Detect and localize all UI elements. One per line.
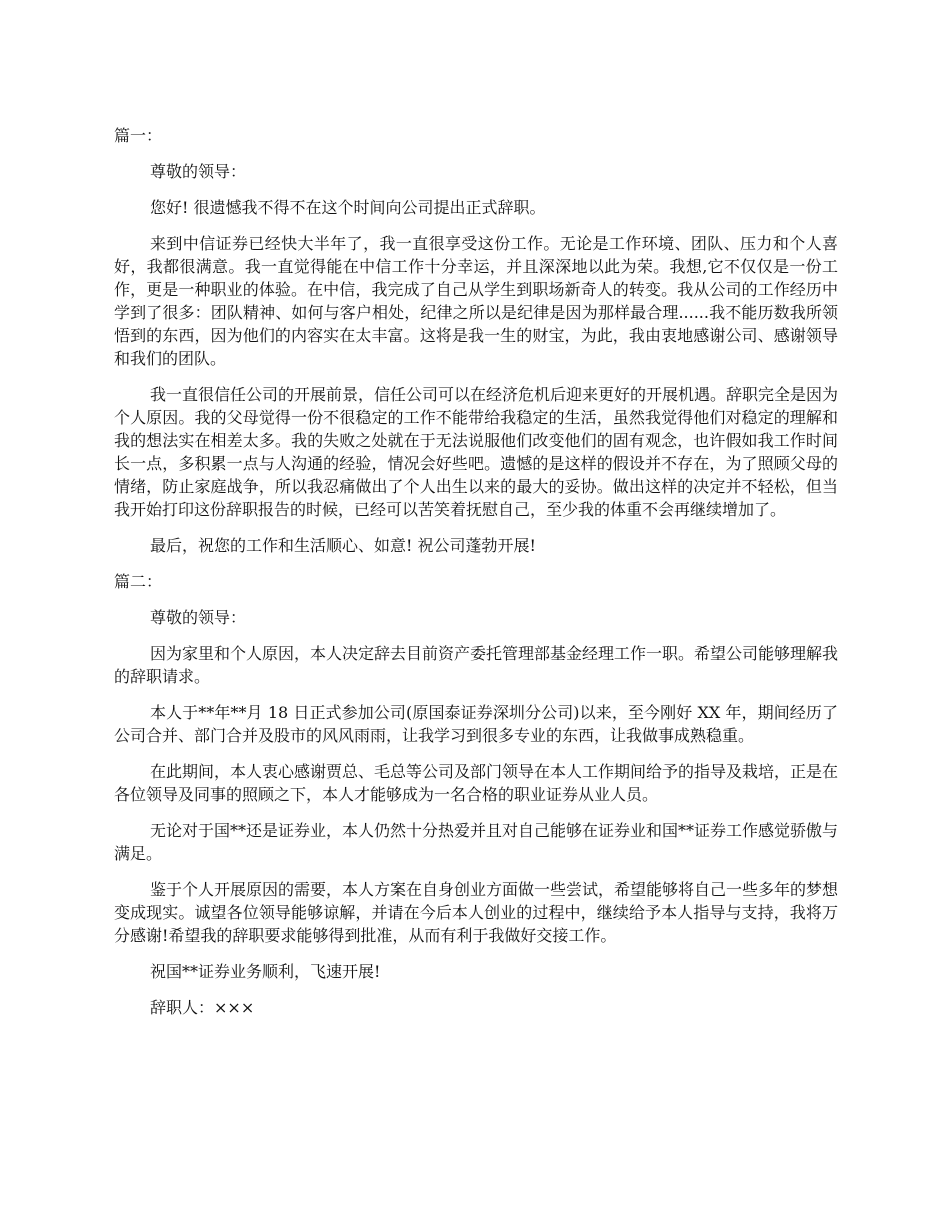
paragraph: 本人于**年**月 18 日正式参加公司(原国泰证券深圳分公司)以来，至今刚好 XX 年，期间经历了公司合并、部门合并及股市的风风雨雨，让我学习到很多专业的东西，让我做事成熟稳重。: [114, 703, 838, 745]
paragraph: 无论对于国**还是证券业，本人仍然十分热爱并且对自己能够在证券业和国**证券工作感觉骄傲与满足。: [114, 821, 839, 863]
salutation: 尊敬的领导：: [150, 162, 247, 181]
paragraph: 来到中信证券已经快大半年了，我一直很享受这份工作。无论是工作环境、团队、压力和个人喜好，我都很满意。我一直觉得能在中信工作十分幸运，并且深深地以此为荣。我想,它不仅仅是一份工作，更是一种职业的体验。在中信，我完成了自己从学生到职场新奇人的转变。我从公司的工作经历中学到了很多：团队精神、如何与客户相处，纪律之所以是纪律是因为那样最合理......我不能历数我所领悟到的东西，因为他们的内容实在太丰富。这将是我一生的财宝，为此，我由衷地感谢公司、感谢领导和我们的团队。: [114, 234, 838, 368]
letter-two: [114, 570, 838, 1019]
signature: 辞职人：×××: [150, 998, 255, 1017]
paragraph: 因为家里和个人原因，本人决定辞去目前资产委托管理部基金经理工作一职。希望公司能够理解我的辞职请求。: [114, 644, 839, 686]
paragraph: 您好! 很遗憾我不得不在这个时间向公司提出正式辞职。: [150, 198, 546, 217]
closing-wish: 最后，祝您的工作和生活顺心、如意! 祝公司蓬勃开展!: [150, 536, 536, 555]
paragraph: 鉴于个人开展原因的需要，本人方案在自身创业方面做一些尝试，希望能够将自己一些多年的梦想变成现实。诚望各位领导能够谅解，并请在今后本人创业的过程中，继续给予本人指导与支持，我将万分感谢!希望我的辞职要求能够得到批准，从而有利于我做好交接工作。: [114, 880, 839, 945]
paragraph: 在此期间，本人衷心感谢贾总、毛总等公司及部门领导在本人工作期间给予的指导及栽培，正是在各位领导及同事的照顾之下，本人才能够成为一名合格的职业证券从业人员。: [114, 762, 839, 804]
closing-wish: 祝国**证券业务顺利，飞速开展!: [150, 962, 381, 981]
document-page: [114, 124, 838, 1032]
salutation: 尊敬的领导：: [150, 608, 247, 627]
section-heading-one: 篇一：: [114, 126, 163, 145]
letter-one: [114, 124, 838, 557]
paragraph: 我一直很信任公司的开展前景，信任公司可以在经济危机后迎来更好的开展机遇。辞职完全是因为个人原因。我的父母觉得一份不很稳定的工作不能带给我稳定的生活，虽然我觉得他们对稳定的理解和我的想法实在相差太多。我的失败之处就在于无法说服他们改变他们的固有观念，也许假如我工作时间长一点，多积累一点与人沟通的经验，情况会好些吧。遗憾的是这样的假设并不存在，为了照顾父母的情绪，防止家庭战争，所以我忍痛做出了个人出生以来的最大的妥协。做出这样的决定并不轻松，但当我开始打印这份辞职报告的时候，已经可以苦笑着抚慰自己，至少我的体重不会再继续增加了。: [114, 385, 839, 519]
section-heading-two: 篇二：: [114, 572, 163, 591]
